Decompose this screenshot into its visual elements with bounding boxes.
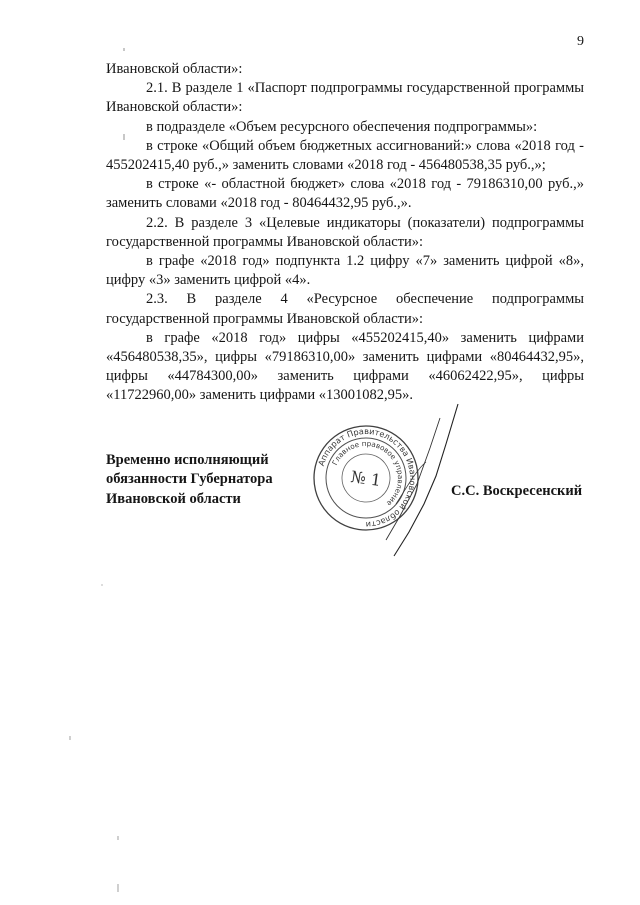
- signatory-position-line: обязанности Губернатора: [106, 471, 273, 488]
- signatory-position-line: Ивановской области: [106, 490, 241, 507]
- paragraph: в графе «2018 год» подпункта 1.2 цифру «7» заменить цифрой «8», цифру «3» заменить цифрой «4».: [106, 253, 584, 289]
- stamp-outer-text: Аппарат Правительства Ивановской области: [315, 425, 419, 531]
- paragraph: в строке «- областной бюджет» слова «2018 год - 79186310,00 руб.,» заменить словами «2018 год - 80464432,95 руб.,».: [106, 176, 584, 212]
- document-body: [106, 60, 584, 406]
- signatory-position: [106, 451, 273, 509]
- paragraph: в графе «2018 год» цифры «455202415,40» заменить цифрами «456480538,35», цифры «79186310,00» заменить цифрами «80464432,95», цифры «44784300,00» заменить цифрами «46062422,95», цифры «11722960,00» заменить цифрами «13001082,95».: [106, 329, 584, 404]
- paragraph: в подразделе «Объем ресурсного обеспечения подпрограммы»:: [146, 118, 538, 135]
- paragraph: в строке «Общий объем бюджетных ассигнований:» слова «2018 год - 455202415,40 руб.,» заменить словами «2018 год - 456480538,35 руб.,»;: [106, 137, 584, 174]
- page-number: 9: [577, 34, 584, 49]
- paragraph: Ивановской области»:: [106, 61, 243, 77]
- signatory-name: С.С. Воскресенский: [451, 483, 583, 499]
- signatory-position-line: Временно исполняющий: [106, 452, 269, 468]
- paragraph: 2.2. В разделе 3 «Целевые индикаторы (показатели) подпрограммы государственной программы Ивановской области»:: [106, 214, 584, 250]
- stamp-number: № 1: [349, 466, 383, 491]
- official-stamp: [296, 400, 466, 560]
- paragraph: 2.3. В разделе 4 «Ресурсное обеспечение подпрограммы государственной программы Ивановской области»:: [106, 291, 584, 327]
- paragraph: 2.1. В разделе 1 «Паспорт подпрограммы государственной программы Ивановской области»:: [106, 80, 584, 116]
- stamp-inner-text: Главное правовое управление: [330, 438, 406, 508]
